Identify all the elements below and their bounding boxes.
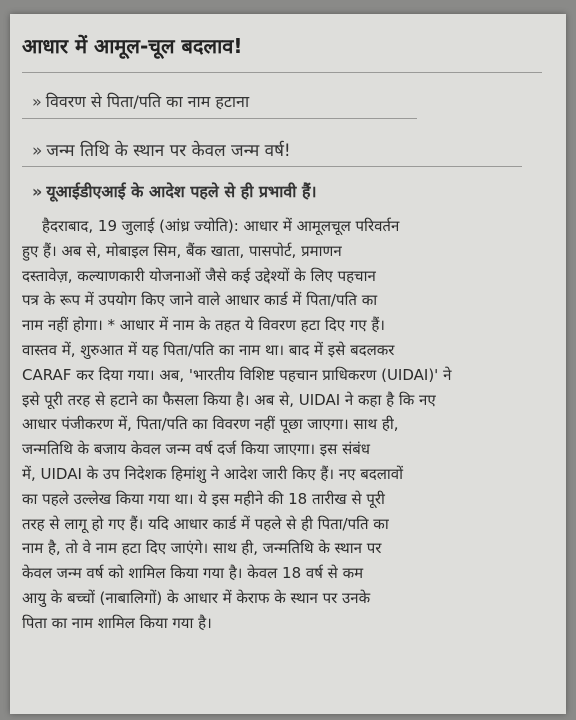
body-line: का पहले उल्लेख किया गया था। ये इस महीने की 18 तारीख से पूरी [22, 489, 385, 508]
body-line: नाम है, तो वे नाम हटा दिए जाएंगे। साथ ही, जन्मतिथि के स्थान पर [22, 539, 382, 558]
bullet-mark: » [32, 182, 43, 201]
body-line: वास्तव में, शुरुआत में यह पिता/पति का नाम था। बाद में इसे बदलकर [22, 340, 395, 359]
body-line: जन्मतिथि के बजाय केवल जन्म वर्ष दर्ज किया जाएगा। इस संबंध [22, 440, 371, 459]
body-line: तरह से लागू हो गए हैं। यदि आधार कार्ड में पहले से ही पिता/पति का [22, 514, 389, 533]
subheading-3 [32, 180, 317, 202]
headline-rule [22, 72, 542, 73]
subheading-rule-2 [22, 166, 522, 167]
body-line: हुए हैं। अब से, मोबाइल सिम, बैंक खाता, पासपोर्ट, प्रमाणन [22, 241, 342, 260]
bullet-mark: » [32, 141, 43, 161]
body-line: CARAF कर दिया गया। अब, 'भारतीय विशिष्ट पहचान प्राधिकरण (UIDAI)' ने [22, 365, 452, 384]
body-line: पिता का नाम शामिल किया गया है। [22, 613, 212, 632]
body-line: पत्र के रूप में उपयोग किए जाने वाले आधार कार्ड में पिता/पति का [22, 291, 378, 310]
bullet-mark: » [32, 92, 42, 111]
headline: आधार में आमूल-चूल बदलाव! [22, 34, 243, 58]
article-body [22, 214, 562, 636]
body-line: दस्तावेज़, कल्याणकारी योजनाओं जैसे कई उद्देश्यों के लिए पहचान [22, 266, 376, 285]
body-line: आधार पंजीकरण में, पिता/पति का विवरण नहीं पूछा जाएगा। साथ ही, [22, 415, 399, 434]
body-line: में, UIDAI के उप निदेशक हिमांशु ने आदेश जारी किए हैं। नए बदलावों [22, 464, 404, 483]
newspaper-clipping [10, 14, 566, 714]
body-line: नाम नहीं होगा। * आधार में नाम के तहत ये विवरण हटा दिए गए हैं। [22, 316, 385, 335]
subheading-3-text: यूआईडीएआई के आदेश पहले से ही प्रभावी हैं। [46, 182, 317, 201]
body-line: इसे पूरी तरह से हटाने का फैसला किया है। अब से, UIDAI ने कहा है कि नए [22, 390, 436, 409]
body-line: केवल जन्म वर्ष को शामिल किया गया है। केवल 18 वर्ष से कम [22, 564, 364, 583]
subheading-2 [32, 138, 291, 161]
subheading-rule-1 [22, 118, 417, 119]
body-line: हैदराबाद, 19 जुलाई (आंध्र ज्योति): आधार में आमूलचूल परिवर्तन [42, 217, 400, 235]
subheading-1 [32, 90, 249, 112]
subheading-2-text: जन्म तिथि के स्थान पर केवल जन्म वर्ष! [46, 141, 291, 161]
body-line: आयु के बच्चों (नाबालिगों) के आधार में केराफ के स्थान पर उनके [22, 588, 371, 607]
subheading-1-text: विवरण से पिता/पति का नाम हटाना [45, 92, 250, 111]
